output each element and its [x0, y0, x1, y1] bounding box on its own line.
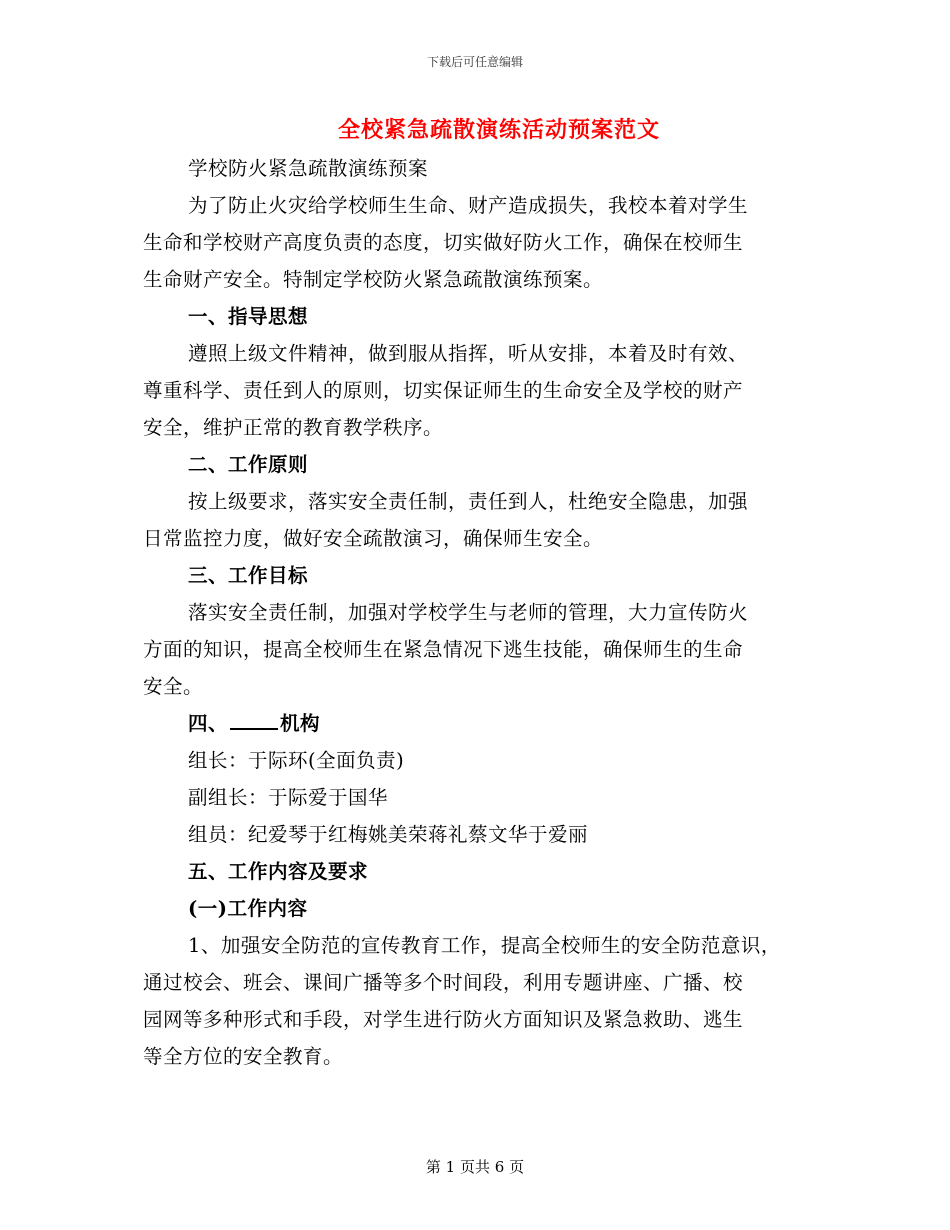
organization-line: 组员：纪爱琴于红梅姚美荣蒋礼蔡文华于爱丽	[188, 823, 589, 846]
intro-line: 生命财产安全。特制定学校防火紧急疏散演练预案。	[143, 268, 604, 291]
organization-line: 副组长：于际爱于国华	[188, 786, 389, 809]
intro-line: 为了防止火灾给学校师生生命、财产造成损失，我校本着对学生	[188, 194, 749, 217]
organization-line: 组长：于际环(全面负责)	[188, 749, 405, 772]
section-heading-work-content: 五、工作内容及要求	[188, 860, 369, 883]
heading-prefix: 四、	[188, 712, 229, 735]
paragraph-line: 园网等多种形式和手段，对学生进行防火方面知识及紧急救助、逃生	[143, 1008, 744, 1031]
section-heading-work-principles: 二、工作原则	[188, 453, 309, 476]
paragraph-line: 通过校会、班会、课间广播等多个时间段，利用专题讲座、广播、校	[143, 971, 744, 994]
paragraph-line: 1、加强安全防范的宣传教育工作，提高全校师生的安全防范意识，	[188, 934, 781, 957]
paragraph-line: 尊重科学、责任到人的原则，切实保证师生的生命安全及学校的财产	[143, 379, 744, 402]
paragraph-line: 日常监控力度，做好安全疏散演习，确保师生安全。	[143, 527, 604, 550]
intro-line: 生命和学校财产高度负责的态度，切实做好防火工作，确保在校师生	[143, 231, 744, 254]
section-heading-guiding-ideology: 一、指导思想	[188, 305, 309, 328]
section-heading-organization	[143, 705, 833, 742]
page-number: 第 1 页共 6 页	[425, 1158, 525, 1176]
paragraph-line: 方面的知识，提高全校师生在紧急情况下逃生技能，确保师生的生命	[143, 638, 744, 661]
paragraph-line: 落实安全责任制，加强对学校学生与老师的管理，大力宣传防火	[188, 601, 749, 624]
document-body	[143, 150, 833, 1075]
paragraph-line: 安全。	[143, 675, 204, 698]
subsection-heading: (一)工作内容	[188, 897, 308, 920]
paragraph-line: 等全方位的安全教育。	[143, 1045, 344, 1068]
blank-underline	[230, 710, 278, 730]
document-title: 全校紧急疏散演练活动预案范文	[337, 117, 660, 143]
document-subtitle: 学校防火紧急疏散演练预案	[188, 157, 429, 180]
paragraph-line: 安全，维护正常的教育教学秩序。	[143, 416, 444, 439]
section-heading-work-goals: 三、工作目标	[188, 564, 309, 587]
heading-suffix: 机构	[280, 712, 321, 735]
paragraph-line: 遵照上级文件精神，做到服从指挥，听从安排，本着及时有效、	[188, 342, 749, 365]
header-note: 下载后可任意编辑	[426, 55, 523, 69]
paragraph-line: 按上级要求，落实安全责任制，责任到人，杜绝安全隐患，加强	[188, 490, 749, 513]
